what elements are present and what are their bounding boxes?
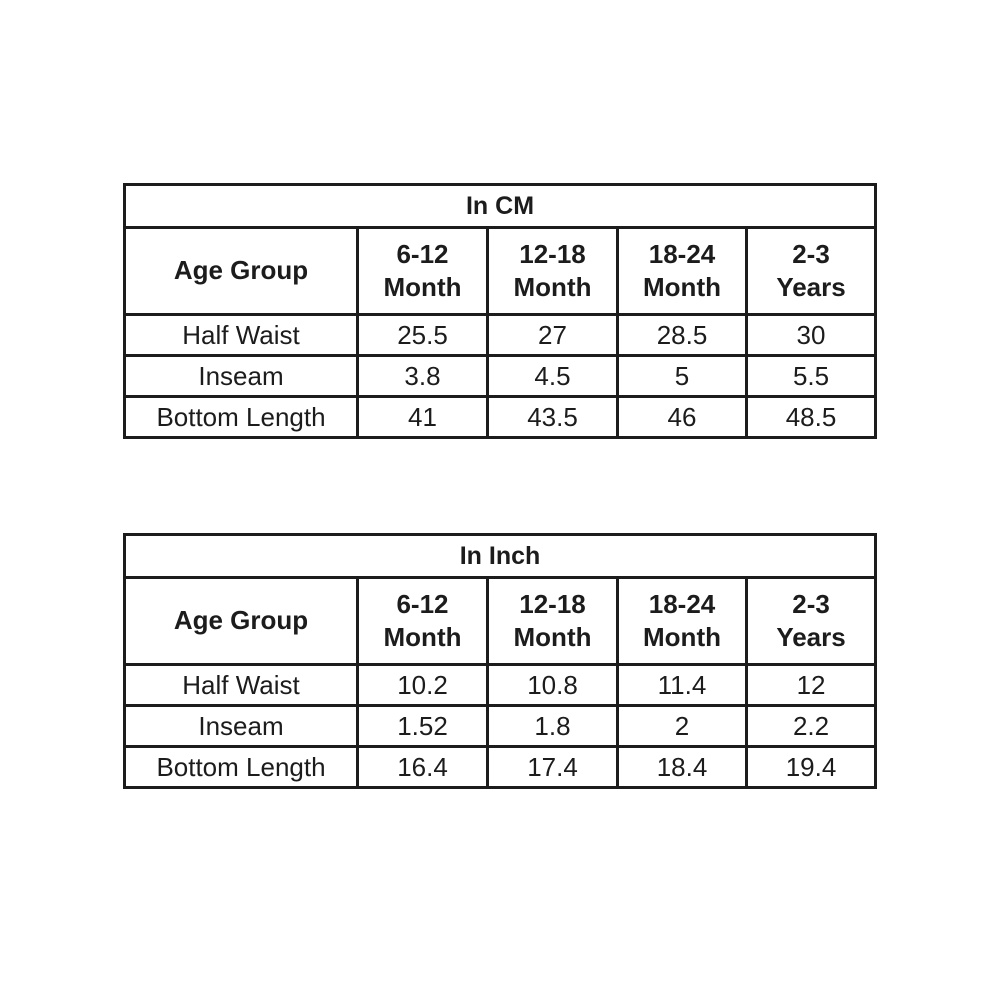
size-table-inch — [123, 533, 877, 789]
column-header-6-12-month: 6-12 Month — [358, 578, 488, 665]
table-cell: 11.4 — [618, 665, 747, 706]
column-header-6-12-month: 6-12 Month — [358, 228, 488, 315]
table-cell: 18.4 — [618, 747, 747, 788]
table-cell: 17.4 — [488, 747, 618, 788]
table-row — [125, 315, 876, 356]
row-label: Bottom Length — [125, 397, 358, 438]
table-cell: 4.5 — [488, 356, 618, 397]
table-row — [125, 706, 876, 747]
table-cell: 28.5 — [618, 315, 747, 356]
table-cell: 48.5 — [747, 397, 876, 438]
table-cell: 3.8 — [358, 356, 488, 397]
column-header-18-24-month: 18-24 Month — [618, 578, 747, 665]
table-cell: 2 — [618, 706, 747, 747]
table-row — [125, 228, 876, 315]
table-cell: 10.2 — [358, 665, 488, 706]
table-cell: 12 — [747, 665, 876, 706]
column-header-age-group: Age Group — [125, 578, 358, 665]
row-label: Half Waist — [125, 315, 358, 356]
table-row — [125, 356, 876, 397]
table-cell: 2.2 — [747, 706, 876, 747]
table-cell: 1.8 — [488, 706, 618, 747]
row-label: Inseam — [125, 706, 358, 747]
table-cell: 25.5 — [358, 315, 488, 356]
table-cell: 5 — [618, 356, 747, 397]
table-row — [125, 535, 876, 578]
column-header-12-18-month: 12-18 Month — [488, 578, 618, 665]
table-row — [125, 747, 876, 788]
table-title-cm: In CM — [125, 185, 876, 228]
table-title-inch: In Inch — [125, 535, 876, 578]
row-label: Inseam — [125, 356, 358, 397]
table-cell: 41 — [358, 397, 488, 438]
column-header-2-3-years: 2-3 Years — [747, 228, 876, 315]
table-cell: 19.4 — [747, 747, 876, 788]
table-cell: 5.5 — [747, 356, 876, 397]
column-header-2-3-years: 2-3 Years — [747, 578, 876, 665]
table-cell: 46 — [618, 397, 747, 438]
table-row — [125, 185, 876, 228]
table-row — [125, 665, 876, 706]
table-cell: 1.52 — [358, 706, 488, 747]
size-table-cm — [123, 183, 877, 439]
table-row — [125, 578, 876, 665]
row-label: Half Waist — [125, 665, 358, 706]
table-cell: 43.5 — [488, 397, 618, 438]
table-cell: 16.4 — [358, 747, 488, 788]
column-header-12-18-month: 12-18 Month — [488, 228, 618, 315]
table-row — [125, 397, 876, 438]
table-cell: 30 — [747, 315, 876, 356]
column-header-18-24-month: 18-24 Month — [618, 228, 747, 315]
table-cell: 27 — [488, 315, 618, 356]
column-header-age-group: Age Group — [125, 228, 358, 315]
row-label: Bottom Length — [125, 747, 358, 788]
table-cell: 10.8 — [488, 665, 618, 706]
